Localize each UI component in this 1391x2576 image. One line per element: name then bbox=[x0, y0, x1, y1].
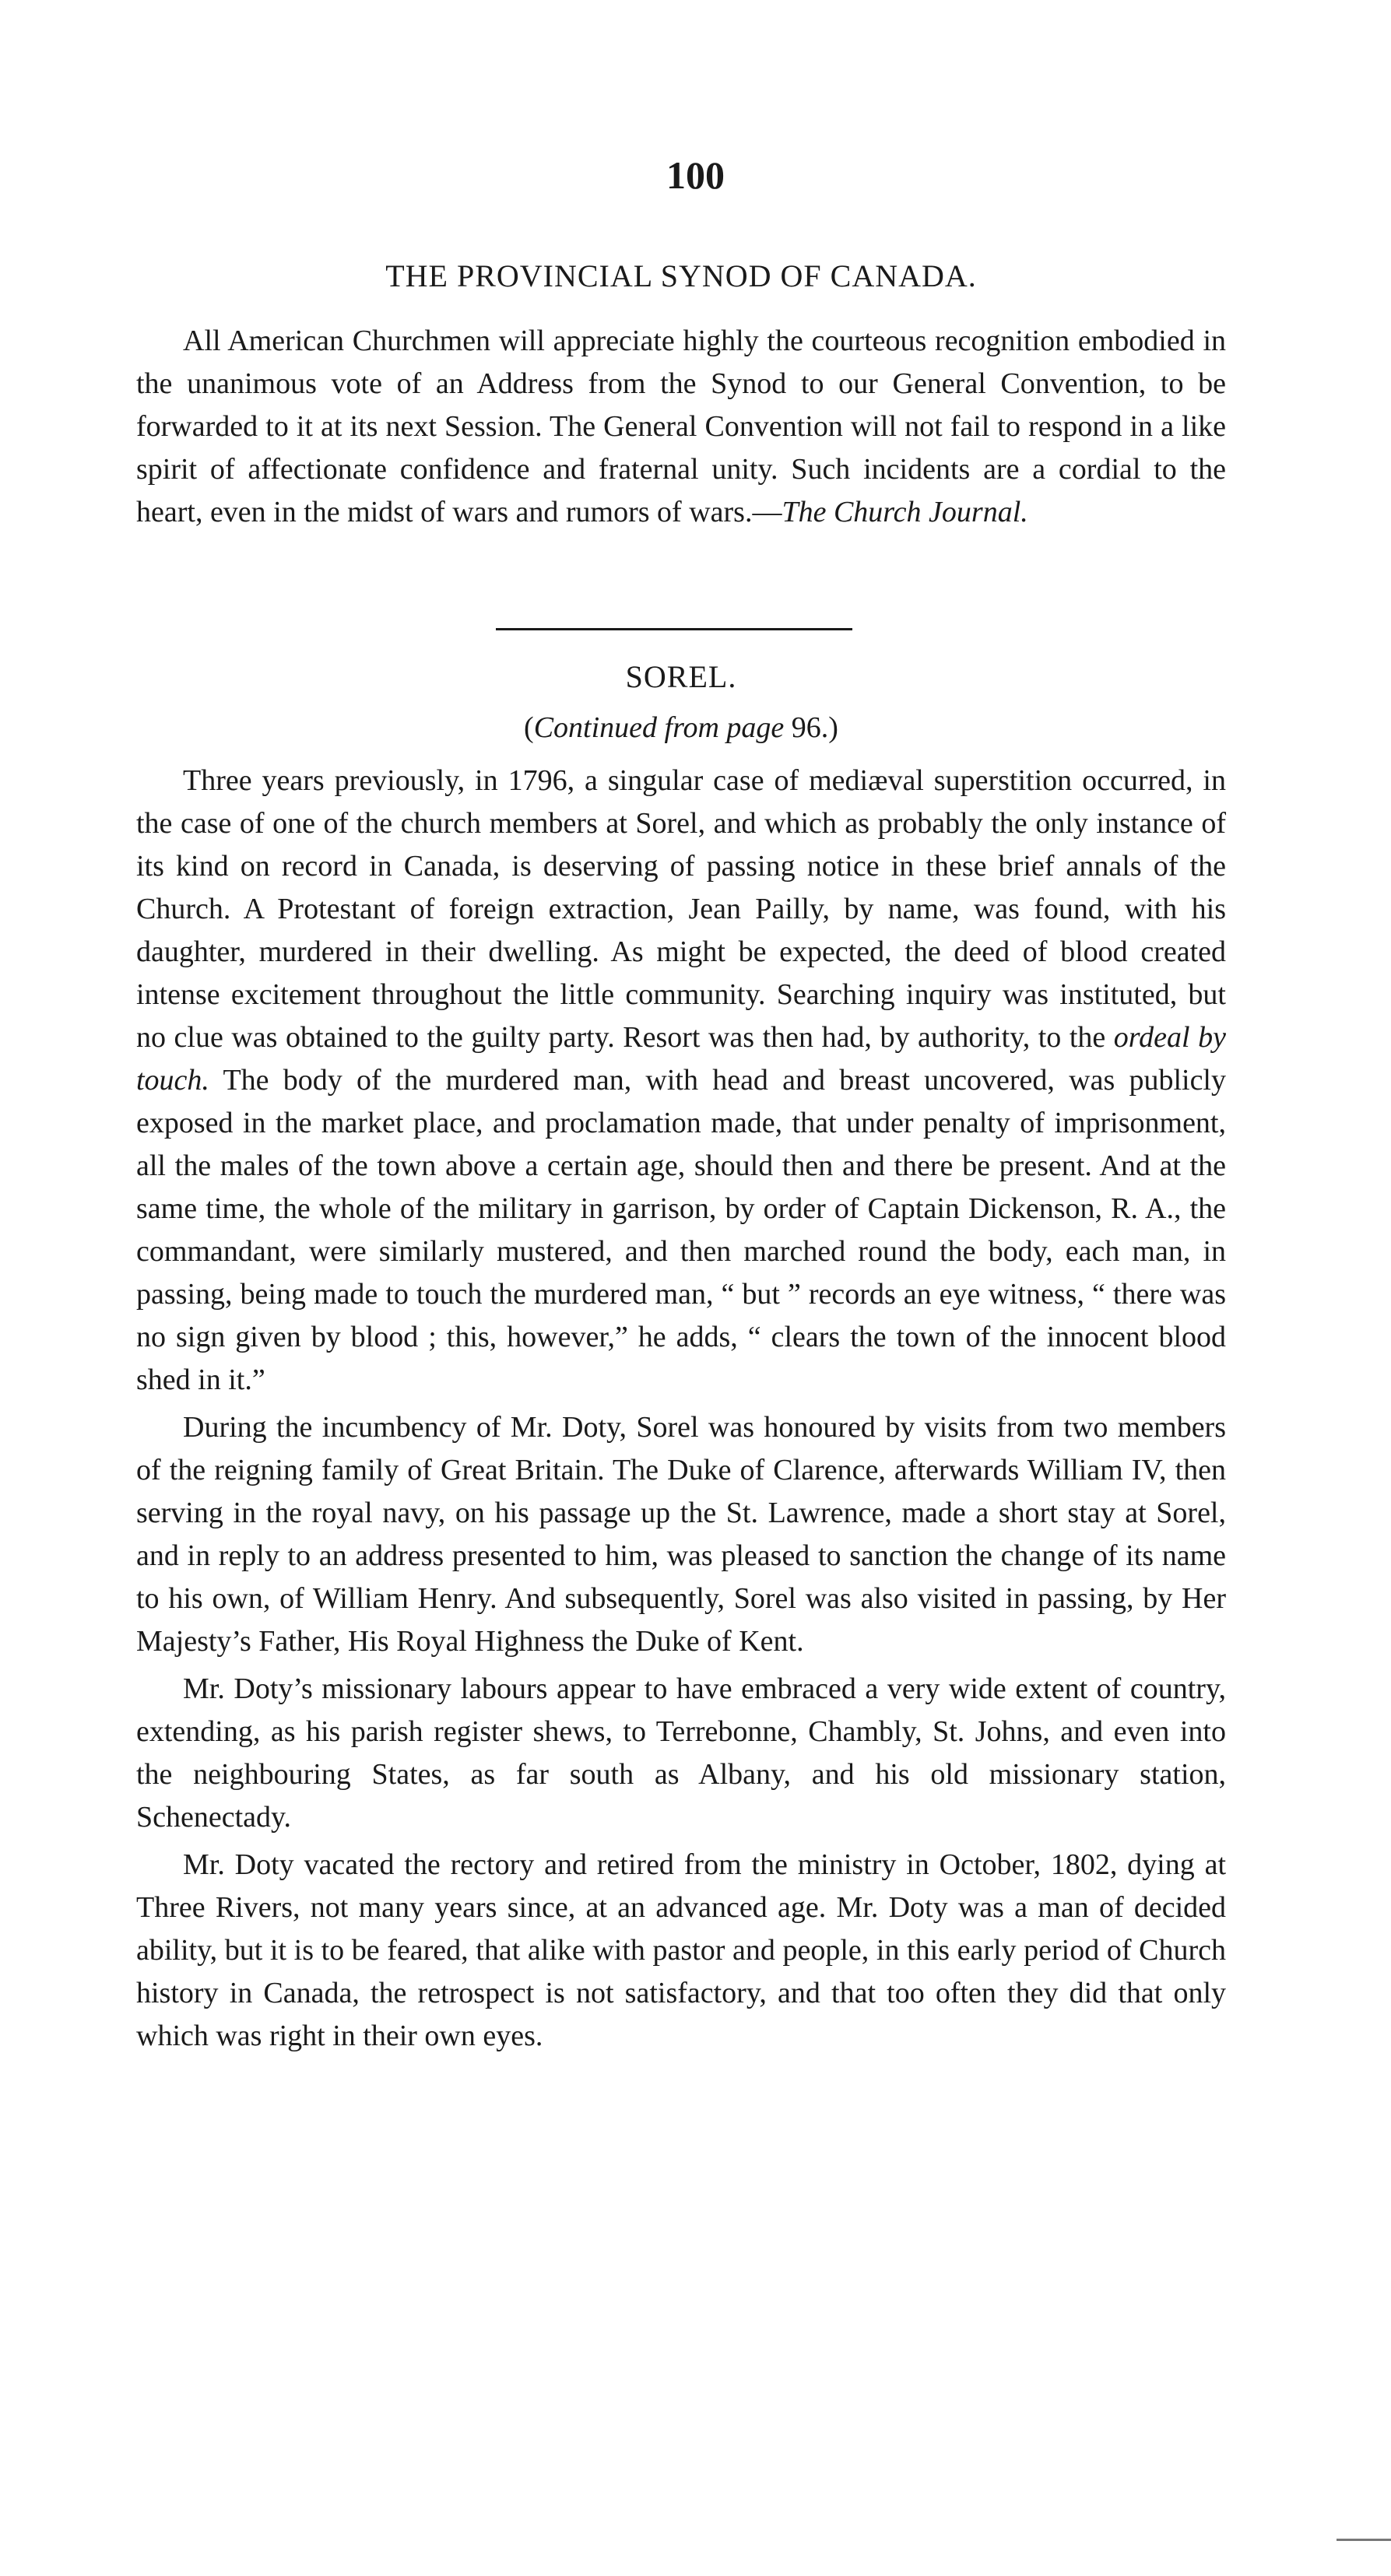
continued-note bbox=[136, 713, 1226, 742]
page-number: 100 bbox=[666, 153, 725, 197]
section-divider bbox=[496, 628, 852, 630]
paragraph-text: The body of the murdered man, with head and breast uncovered, was publicly exposed in the market place, and proclamation made, that under penalty of imprisonment, all the males of the town above a certain age, should then and there be present. And at the same time, the whole of the military in garrison, by order of Captain Dickenson, R. A., the commandant, were similarly mustered, and then marched round the body, each man, in passing, being made to touch the murdered man, “ but ” records an eye witness, “ there was no sign given by blood ; this, however,” he adds, “ clears the town of the innocent blood shed in it.” bbox=[136, 1064, 1226, 1396]
paragraph-text: Three years previously, in 1796, a singular case of mediæval superstition occurred, in the case of one of the church members at Sorel, and which as probably the only instance of its kind on record in Canada, is deserving of passing notice in these brief annals of the Church. A Protestant of foreign extraction, Jean Pailly, by name, was found, with his daughter, murdered in their dwelling. As might be expected, the deed of blood created intense excitement throughout the little community. Searching inquiry was instituted, but no clue was obtained to the guilty party. Resort was then had, by authority, to the bbox=[136, 764, 1226, 1054]
scan-edge-mark bbox=[1337, 2539, 1391, 2541]
paragraph-provincial-synod bbox=[136, 320, 1226, 534]
paragraph-missionary-labours: Mr. Doty’s missionary labours appear to have embraced a very wide extent of country, extending, as his parish register shews, to Terrebonne, Chambly, St. Johns, and even into the neighbouring States, as far south as Albany, and his old missionary station, Schenectady. bbox=[136, 1672, 1226, 1834]
section-title-sorel: SOREL. bbox=[625, 659, 737, 694]
continued-italic: Continued from page bbox=[533, 711, 785, 744]
section-provincial-synod bbox=[136, 258, 1226, 539]
paragraph-text: All American Churchmen will appreciate highly the courteous recognition embodied in the unanimous vote of an Address from the Synod to our General Convention, to be forwarded to it at its next Session. The General Convention will not fail to respond in a like spirit of affectionate confidence and fraternal unity. Such incidents are a cordial to the heart, even in the midst of wars and rumors of wars.— bbox=[136, 325, 1226, 528]
paragraph-retirement: Mr. Doty vacated the rectory and retired from the ministry in October, 1802, dying at Three Rivers, not many years since, at an advanced age. Mr. Doty was a man of decided ability, but it is to be feared, that alike with pastor and people, in this early period of Church history in Canada, the retrospect is not satisfactory, and that too often they did that only which was right in their own eyes. bbox=[136, 1848, 1226, 2052]
italic-phrase: ordeal by touch. bbox=[136, 1021, 1226, 1097]
section-title-provincial-synod: THE PROVINCIAL SYNOD OF CANADA. bbox=[385, 258, 977, 293]
continued-page: 96.) bbox=[784, 711, 838, 744]
continued-paren-open: ( bbox=[524, 711, 534, 744]
paragraph-royal-visits: During the incumbency of Mr. Doty, Sorel was honoured by visits from two members of the reigning family of Great Britain. The Duke of Clarence, afterwards William IV, then serving in the royal navy, on his passage up the St. Lawrence, made a short stay at Sorel, and in reply to an address presented to him, was pleased to sanction the change of its name to his own, of William Henry. And subsequently, Sorel was also visited in passing, by Her Majesty’s Father, His Royal Highness the Duke of Kent. bbox=[136, 1411, 1226, 1658]
paragraph-ordeal bbox=[136, 760, 1226, 1402]
source-citation: The Church Journal. bbox=[782, 496, 1028, 528]
section-sorel bbox=[136, 659, 1226, 2062]
